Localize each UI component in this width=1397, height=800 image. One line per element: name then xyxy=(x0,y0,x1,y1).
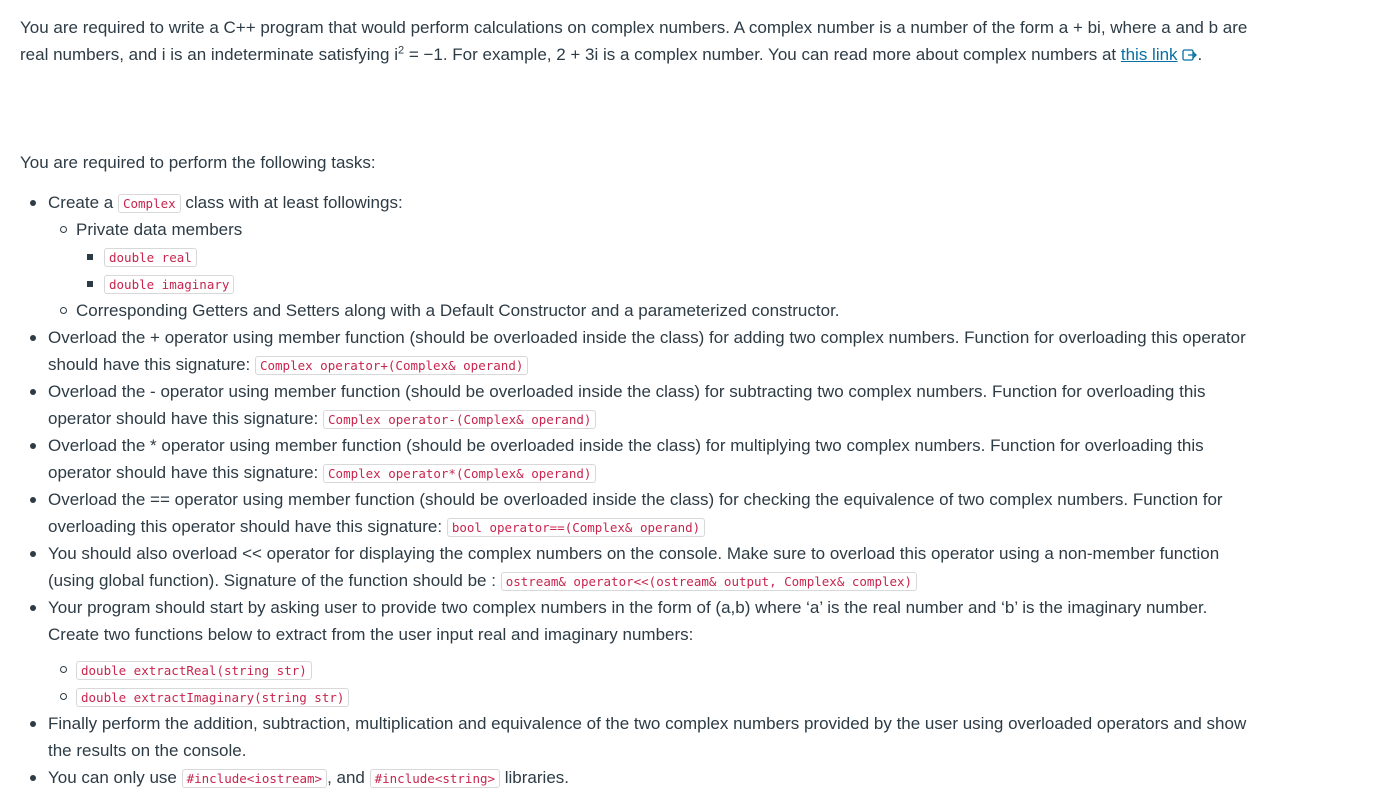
list-item-plus xyxy=(48,324,1248,378)
complex-numbers-link[interactable]: this link xyxy=(1120,45,1178,64)
list-item-member xyxy=(104,243,1248,270)
intro-text: You are required to write a C++ program that would perform calculations on complex numbers. A complex number is a number of the form a + bi, where a and b are real numbers, and i is an indeterminate satisfying i xyxy=(20,18,1248,64)
list-item-function xyxy=(76,656,1248,683)
members-list xyxy=(76,243,1248,297)
inline-code: Complex operator+(Complex& operand) xyxy=(255,356,528,375)
inline-code: bool operator==(Complex& operand) xyxy=(447,518,705,537)
private-label: Private data members xyxy=(76,220,243,239)
inline-code: double extractImaginary(string str) xyxy=(76,688,349,707)
task-text: class with at least followings: xyxy=(180,193,403,212)
list-item-equals xyxy=(48,486,1248,540)
list-item-function xyxy=(76,683,1248,710)
functions-list xyxy=(48,656,1248,710)
list-item-stream xyxy=(48,540,1248,594)
inline-code: double imaginary xyxy=(104,275,234,294)
intro-paragraph xyxy=(20,14,1250,70)
list-item-member xyxy=(104,270,1248,297)
intro-period: . xyxy=(1197,45,1203,64)
task-text: Corresponding Getters and Setters along with a Default Constructor and a parameterized constructor. xyxy=(76,301,840,320)
list-item-times xyxy=(48,432,1248,486)
task-list xyxy=(48,189,1248,791)
inline-code: #include<iostream> xyxy=(182,769,327,788)
list-item-libraries xyxy=(48,764,1248,791)
intro-text-continued: = −1. For example, 2 + 3i is a complex number. You can read more about complex numbers at xyxy=(404,45,1121,64)
list-item-class xyxy=(48,189,1248,324)
inline-code: double real xyxy=(104,248,197,267)
task-text: , and xyxy=(327,768,370,787)
inline-code: Complex operator*(Complex& operand) xyxy=(323,464,596,483)
list-item-input xyxy=(48,594,1248,710)
inline-code: double extractReal(string str) xyxy=(76,661,312,680)
task-text: Overload the == operator using member function (should be overloaded inside the class) for checking the equivalence of two complex numbers. Function for overloading this operator should have this signature: xyxy=(48,490,1223,536)
inline-code: Complex operator-(Complex& operand) xyxy=(323,410,596,429)
inline-code: #include<string> xyxy=(370,769,500,788)
external-link-icon xyxy=(1182,43,1198,70)
task-text: Overload the + operator using member function (should be overloaded inside the class) for adding two complex numbers. Function for overloading this operator should have this signature: xyxy=(48,328,1246,374)
superscript: 2 xyxy=(397,44,405,57)
task-text: Overload the * operator using member function (should be overloaded inside the class) for multiplying two complex numbers. Function for overloading this operator should have this signature: xyxy=(48,436,1204,482)
task-text: Overload the - operator using member function (should be overloaded inside the class) for subtracting two complex numbers. Function for overloading this operator should have this signature: xyxy=(48,382,1206,428)
task-text: You can only use xyxy=(48,768,182,787)
list-item-getters xyxy=(76,297,1248,324)
list-item-minus xyxy=(48,378,1248,432)
task-text: Create a xyxy=(48,193,118,212)
task-text: You should also overload << operator for displaying the complex numbers on the console. Make sure to overload this operator using a non-member function (using global function). Signature of the function should be : xyxy=(48,544,1220,590)
sublist xyxy=(48,216,1248,324)
task-text: Finally perform the addition, subtraction, multiplication and equivalence of the two complex numbers provided by the user using overloaded operators and show the results on the console. xyxy=(48,714,1247,760)
tasks-heading: You are required to perform the following tasks: xyxy=(20,153,376,172)
list-item-finally xyxy=(48,710,1248,764)
task-text: Your program should start by asking user to provide two complex numbers in the form of (a,b) where ‘a’ is the real number and ‘b’ is the imaginary number. Create two functions below to extract from the user input real and imaginary numbers: xyxy=(48,598,1208,644)
inline-code: ostream& operator<<(ostream& output, Complex& complex) xyxy=(501,572,917,591)
list-item-private xyxy=(76,216,1248,297)
inline-code: Complex xyxy=(118,194,181,213)
task-text: libraries. xyxy=(500,768,569,787)
